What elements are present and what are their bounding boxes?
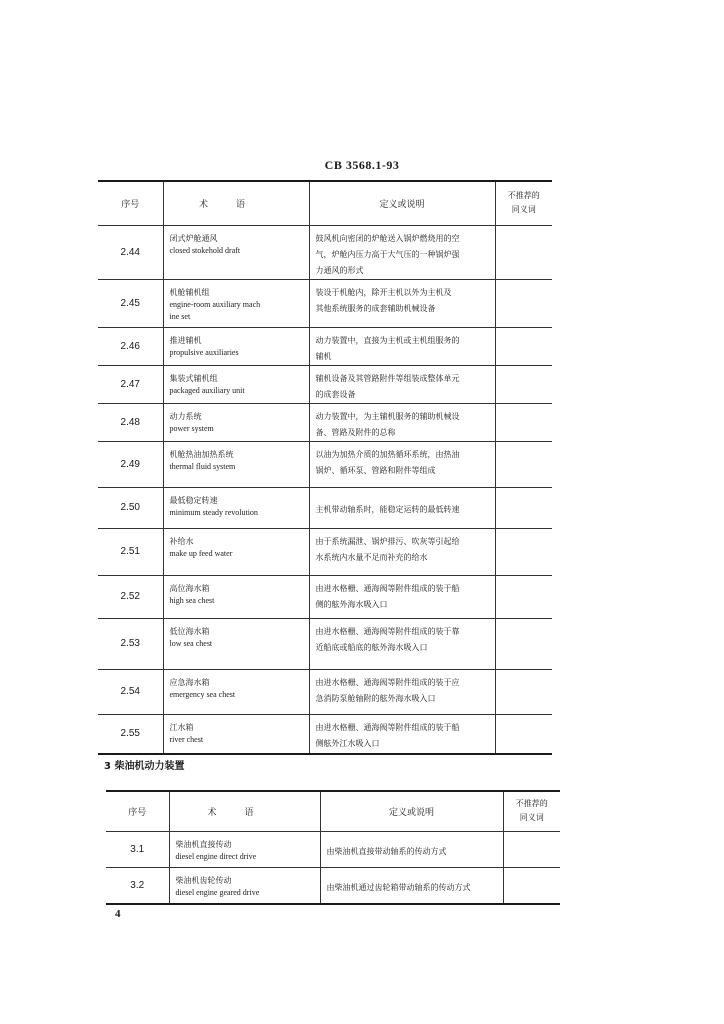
term-en: emergency sea chest xyxy=(169,689,236,699)
not-recommended-cell xyxy=(495,365,552,403)
term-en: river chest xyxy=(169,734,204,744)
section-title: 3 柴油机动力装置 xyxy=(104,761,185,772)
not-recommended-cell xyxy=(495,575,552,618)
term-zh: 集装式辅机组 xyxy=(169,373,218,383)
header-not-recommended-line2: 同义词 xyxy=(519,813,544,823)
term-en: minimum steady revolution xyxy=(169,507,258,517)
terms-table-2 xyxy=(106,790,560,905)
term-en: closed stokehold draft xyxy=(169,245,241,255)
row-num: 2.52 xyxy=(98,575,163,618)
term-en: packaged auxiliary unit xyxy=(169,385,245,395)
not-recommended-cell xyxy=(495,441,552,487)
table-row xyxy=(98,714,552,754)
term-en: engine-room auxiliary mach xyxy=(169,299,261,309)
header-not-recommended-line2: 同义词 xyxy=(511,205,536,215)
term-zh: 高位海水箱 xyxy=(169,583,210,593)
table-row xyxy=(98,327,552,365)
term-zh: 补给水 xyxy=(169,536,194,546)
definition: 由进水格栅、通海阀等附件组成的装于靠 近船底或船底的舷外海水吸入口 xyxy=(309,618,495,669)
standard-code: CB 3568.1-93 xyxy=(324,158,400,172)
definition: 鼓风机向密闭的炉舱送入锅炉燃烧用的空 气，炉舱内压力高于大气压的一种锅炉强 力通风的形式 xyxy=(309,225,495,279)
term-en: diesel engine direct drive xyxy=(175,851,257,861)
term-zh: 江水箱 xyxy=(169,722,194,732)
row-num: 3.1 xyxy=(106,831,169,867)
row-num: 2.46 xyxy=(98,327,163,365)
definition: 动力装置中，为主辅机服务的辅助机械设 备、管路及附件的总称 xyxy=(309,403,495,441)
definition: 主机带动轴系时，能稳定运转的最低转速 xyxy=(309,487,495,528)
terms-table-1 xyxy=(98,180,552,755)
table-row xyxy=(98,279,552,327)
table-row xyxy=(98,487,552,528)
definition: 由于系统漏泄、锅炉排污、吹灰等引起给 水系统内水量不足而补充的给水 xyxy=(309,528,495,575)
table-row xyxy=(106,867,560,904)
row-num: 2.53 xyxy=(98,618,163,669)
header-definition: 定义或说明 xyxy=(320,791,503,831)
definition: 由进水格栅、通海阀等附件组成的装于船 侧的舷外海水吸入口 xyxy=(309,575,495,618)
row-num: 2.44 xyxy=(98,225,163,279)
not-recommended-cell xyxy=(495,327,552,365)
term-en: propulsive auxiliaries xyxy=(169,347,239,357)
not-recommended-cell xyxy=(495,714,552,754)
term-zh: 机舱热油加热系统 xyxy=(169,449,234,459)
definition: 辅机设备及其管路附件等组装成整体单元 的成套设备 xyxy=(309,365,495,403)
table-row xyxy=(98,441,552,487)
header-num: 序号 xyxy=(106,791,169,831)
header-num: 序号 xyxy=(98,181,163,225)
header-not-recommended xyxy=(503,791,560,831)
header-not-recommended-line1: 不推荐的 xyxy=(507,191,540,201)
row-num: 2.49 xyxy=(98,441,163,487)
not-recommended-cell xyxy=(495,487,552,528)
row-num: 2.51 xyxy=(98,528,163,575)
table-row xyxy=(98,528,552,575)
not-recommended-cell xyxy=(495,403,552,441)
term-en: ine set xyxy=(169,311,191,321)
term-en: low sea chest xyxy=(169,638,213,648)
row-num: 2.48 xyxy=(98,403,163,441)
term-en: make up feed water xyxy=(169,548,233,558)
term-zh: 柴油机直接传动 xyxy=(175,839,232,849)
header-term: 术语 xyxy=(163,181,309,225)
not-recommended-cell xyxy=(503,831,560,867)
row-num: 2.45 xyxy=(98,279,163,327)
header-definition: 定义或说明 xyxy=(309,181,495,225)
term-en: high sea chest xyxy=(169,595,215,605)
term-en: power system xyxy=(169,423,214,433)
term-zh: 低位海水箱 xyxy=(169,626,210,636)
term-zh: 推进辅机 xyxy=(169,335,202,345)
term-zh: 应急海水箱 xyxy=(169,677,210,687)
row-num: 2.55 xyxy=(98,714,163,754)
header-not-recommended-line1: 不推荐的 xyxy=(515,799,548,809)
term-zh: 最低稳定转速 xyxy=(169,495,218,505)
not-recommended-cell xyxy=(503,867,560,904)
table-row xyxy=(98,403,552,441)
table-row xyxy=(98,618,552,669)
definition: 由进水格栅、通海阀等附件组成的装于应 急消防泵舱轴附的舷外海水吸入口 xyxy=(309,669,495,714)
table-row xyxy=(98,669,552,714)
row-num: 2.50 xyxy=(98,487,163,528)
not-recommended-cell xyxy=(495,528,552,575)
not-recommended-cell xyxy=(495,618,552,669)
definition: 装设于机舱内，除开主机以外为主机及 其他系统服务的成套辅助机械设备 xyxy=(309,279,495,327)
header-not-recommended xyxy=(495,181,552,225)
row-num: 2.47 xyxy=(98,365,163,403)
term-zh: 动力系统 xyxy=(169,411,202,421)
row-num: 2.54 xyxy=(98,669,163,714)
table-row xyxy=(106,831,560,867)
row-num: 3.2 xyxy=(106,867,169,904)
term-zh: 机舱辅机组 xyxy=(169,287,210,297)
term-en: diesel engine geared drive xyxy=(175,887,260,897)
table-row xyxy=(98,575,552,618)
not-recommended-cell xyxy=(495,279,552,327)
definition: 动力装置中，直接为主机或主机组服务的 辅机 xyxy=(309,327,495,365)
definition: 由进水格栅、通海阀等附件组成的装于船 侧舷外江水吸入口 xyxy=(309,714,495,754)
term-en: thermal fluid system xyxy=(169,461,236,471)
definition: 由柴油机直接带动轴系的传动方式 xyxy=(320,831,503,867)
definition: 由柴油机通过齿轮箱带动轴系的传动方式 xyxy=(320,867,503,904)
definition: 以油为加热介质的加热循环系统，由热油 锅炉、循环泵、管路和附件等组成 xyxy=(309,441,495,487)
term-zh: 柴油机齿轮传动 xyxy=(175,875,232,885)
not-recommended-cell xyxy=(495,669,552,714)
table-row xyxy=(98,365,552,403)
table-row xyxy=(98,225,552,279)
page-number: 4 xyxy=(115,908,121,920)
header-term: 术语 xyxy=(169,791,320,831)
term-zh: 闭式炉舱通风 xyxy=(169,233,218,243)
not-recommended-cell xyxy=(495,225,552,279)
